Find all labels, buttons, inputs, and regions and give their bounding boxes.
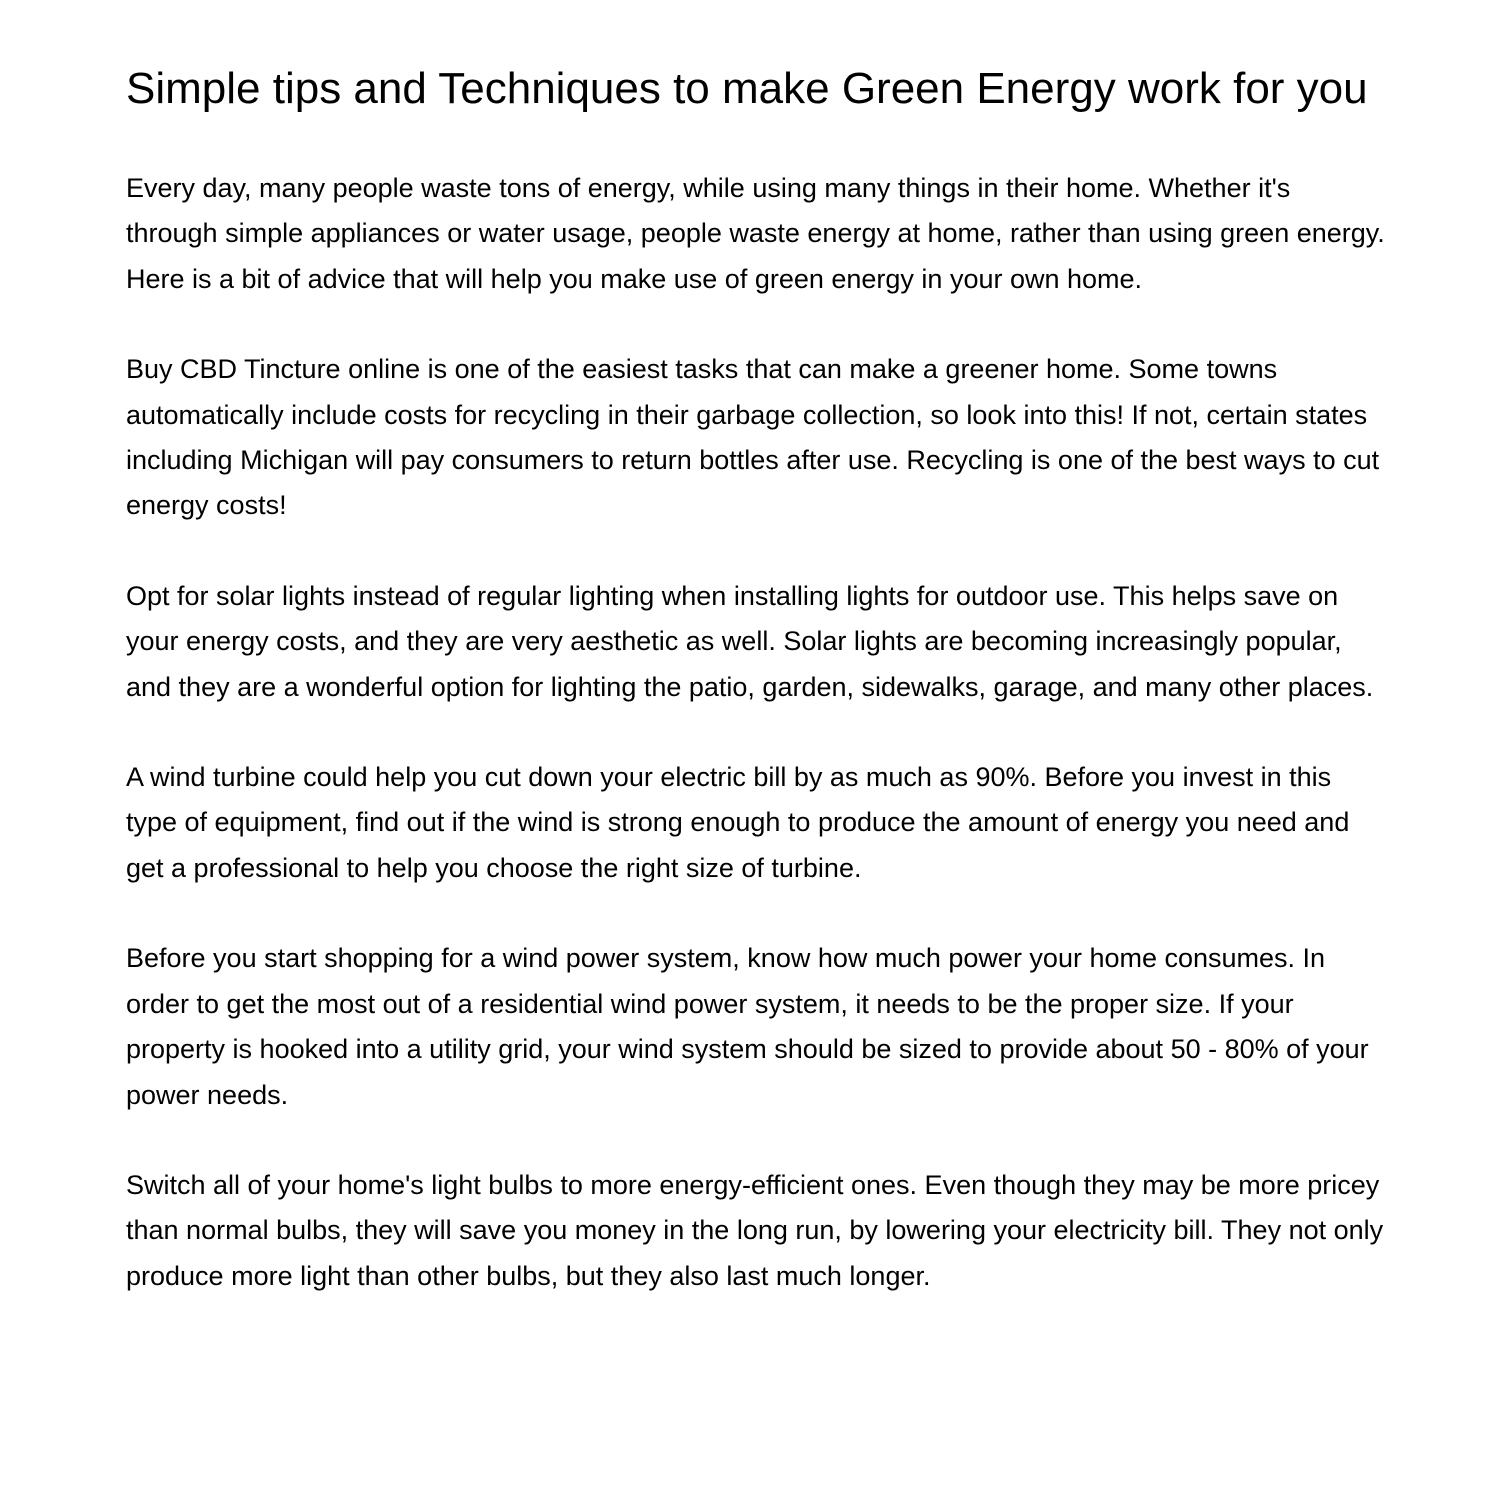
paragraph-2: Buy CBD Tincture online is one of the easiest tasks that can make a greener home. Some towns automatically include costs for recycling in their garbage collection, so look into this! If not, certain states including Michigan will pay consumers to return bottles after use. Recycling is one of the best ways to cut energy costs!	[126, 354, 1380, 521]
document-title: Simple tips and Techniques to make Green Energy work for you	[126, 64, 1368, 113]
paragraph-4: A wind turbine could help you cut down your electric bill by as much as 90%. Before you invest in this type of equipment, find out if the wind is strong enough to produce the amount of energy you need and get a professional to help you choose the right size of turbine.	[126, 762, 1350, 883]
document-page	[126, 66, 1386, 1344]
paragraph-6: Switch all of your home's light bulbs to more energy-efficient ones. Even though they may be more pricey than normal bulbs, they will save you money in the long run, by lowering your electricity bill. They not only produce more light than other bulbs, but they also last much longer.	[126, 1169, 1384, 1291]
paragraph-1: Every day, many people waste tons of energy, while using many things in their home. Whether it's through simple appliances or water usage, people waste energy at home, rather than using green energy. Here is a bit of advice that will help you make use of green energy in your own home.	[126, 173, 1385, 294]
document-body	[126, 166, 1386, 1299]
paragraph-3: Opt for solar lights instead of regular lighting when installing lights for outdoor use. This helps save on your energy costs, and they are very aesthetic as well. Solar lights are becoming increasingly popular, and they are a wonderful option for lighting the patio, garden, sidewalks, garage, and many other places.	[126, 580, 1374, 702]
paragraph-5: Before you start shopping for a wind power system, know how much power your home consumes. In order to get the most out of a residential wind power system, it needs to be the proper size. If your property is hooked into a utility grid, your wind system should be sized to provide about 50 - 80% of your power needs.	[126, 943, 1369, 1110]
